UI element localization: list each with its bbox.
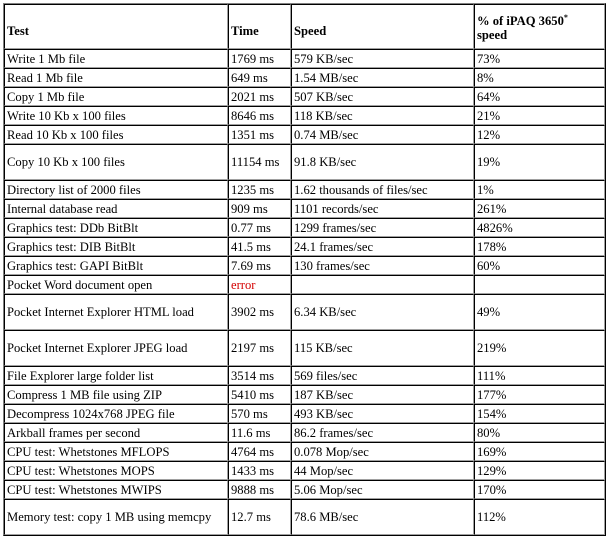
cell-speed: 1.62 thousands of files/sec bbox=[291, 180, 474, 199]
cell-test-name: Arkball frames per second bbox=[4, 423, 228, 442]
cell-speed: 86.2 frames/sec bbox=[291, 423, 474, 442]
table-row bbox=[4, 404, 605, 423]
cell-time: 570 ms bbox=[228, 404, 291, 423]
cell-percent: 178% bbox=[474, 237, 605, 256]
table-row bbox=[4, 180, 605, 199]
cell-time: 5410 ms bbox=[228, 385, 291, 404]
cell-time: 4764 ms bbox=[228, 442, 291, 461]
cell-test-name: Read 10 Kb x 100 files bbox=[4, 125, 228, 144]
header-test: Test bbox=[4, 4, 228, 49]
cell-speed: 569 files/sec bbox=[291, 366, 474, 385]
cell-time: 649 ms bbox=[228, 68, 291, 87]
cell-speed: 0.74 MB/sec bbox=[291, 125, 474, 144]
cell-time: 2197 ms bbox=[228, 330, 291, 366]
cell-speed: 493 KB/sec bbox=[291, 404, 474, 423]
cell-percent: 60% bbox=[474, 256, 605, 275]
table-row bbox=[4, 106, 605, 125]
cell-speed: 1101 records/sec bbox=[291, 199, 474, 218]
table-row bbox=[4, 87, 605, 106]
table-row bbox=[4, 385, 605, 404]
table-row bbox=[4, 330, 605, 366]
cell-time: 1433 ms bbox=[228, 461, 291, 480]
cell-test-name: Pocket Internet Explorer JPEG load bbox=[4, 330, 228, 366]
cell-percent: 73% bbox=[474, 49, 605, 68]
cell-speed: 1299 frames/sec bbox=[291, 218, 474, 237]
cell-time: 1769 ms bbox=[228, 49, 291, 68]
cell-test-name: Copy 10 Kb x 100 files bbox=[4, 144, 228, 180]
table-row bbox=[4, 68, 605, 87]
cell-test-name: CPU test: Whetstones MWIPS bbox=[4, 480, 228, 499]
cell-speed: 115 KB/sec bbox=[291, 330, 474, 366]
cell-speed: 579 KB/sec bbox=[291, 49, 474, 68]
cell-speed bbox=[291, 275, 474, 294]
cell-test-name: File Explorer large folder list bbox=[4, 366, 228, 385]
cell-speed: 6.34 KB/sec bbox=[291, 294, 474, 330]
table-row bbox=[4, 480, 605, 499]
cell-test-name: Internal database read bbox=[4, 199, 228, 218]
cell-test-name: CPU test: Whetstones MFLOPS bbox=[4, 442, 228, 461]
cell-percent: 170% bbox=[474, 480, 605, 499]
cell-percent: 8% bbox=[474, 68, 605, 87]
cell-test-name: Write 10 Kb x 100 files bbox=[4, 106, 228, 125]
cell-test-name: CPU test: Whetstones MOPS bbox=[4, 461, 228, 480]
header-percent-ipaq bbox=[474, 4, 605, 49]
cell-speed: 507 KB/sec bbox=[291, 87, 474, 106]
table-row bbox=[4, 49, 605, 68]
table-row bbox=[4, 294, 605, 330]
cell-test-name: Compress 1 MB file using ZIP bbox=[4, 385, 228, 404]
table-row bbox=[4, 461, 605, 480]
cell-percent bbox=[474, 275, 605, 294]
cell-time: 11154 ms bbox=[228, 144, 291, 180]
cell-time: 12.7 ms bbox=[228, 499, 291, 535]
cell-time: 3514 ms bbox=[228, 366, 291, 385]
header-time: Time bbox=[228, 4, 291, 49]
cell-test-name: Pocket Word document open bbox=[4, 275, 228, 294]
cell-time: error bbox=[228, 275, 291, 294]
cell-speed: 78.6 MB/sec bbox=[291, 499, 474, 535]
cell-test-name: Read 1 Mb file bbox=[4, 68, 228, 87]
cell-speed: 130 frames/sec bbox=[291, 256, 474, 275]
cell-speed: 44 Mop/sec bbox=[291, 461, 474, 480]
table-row bbox=[4, 499, 605, 535]
table-row bbox=[4, 144, 605, 180]
cell-test-name: Copy 1 Mb file bbox=[4, 87, 228, 106]
cell-percent: 1% bbox=[474, 180, 605, 199]
cell-percent: 12% bbox=[474, 125, 605, 144]
cell-percent: 129% bbox=[474, 461, 605, 480]
header-footnote-marker: * bbox=[563, 12, 568, 22]
cell-percent: 111% bbox=[474, 366, 605, 385]
cell-percent: 219% bbox=[474, 330, 605, 366]
cell-speed: 187 KB/sec bbox=[291, 385, 474, 404]
cell-test-name: Directory list of 2000 files bbox=[4, 180, 228, 199]
cell-test-name: Memory test: copy 1 MB using memcpy bbox=[4, 499, 228, 535]
table-row bbox=[4, 256, 605, 275]
cell-percent: 21% bbox=[474, 106, 605, 125]
cell-speed: 1.54 MB/sec bbox=[291, 68, 474, 87]
cell-time: 41.5 ms bbox=[228, 237, 291, 256]
cell-speed: 5.06 Mop/sec bbox=[291, 480, 474, 499]
cell-test-name: Graphics test: DIB BitBlt bbox=[4, 237, 228, 256]
cell-test-name: Graphics test: DDb BitBlt bbox=[4, 218, 228, 237]
cell-test-name: Pocket Internet Explorer HTML load bbox=[4, 294, 228, 330]
header-speed: Speed bbox=[291, 4, 474, 49]
cell-percent: 112% bbox=[474, 499, 605, 535]
table-row bbox=[4, 125, 605, 144]
cell-speed: 91.8 KB/sec bbox=[291, 144, 474, 180]
cell-percent: 169% bbox=[474, 442, 605, 461]
header-percent-label: % of iPAQ 3650 bbox=[477, 13, 564, 28]
cell-speed: 0.078 Mop/sec bbox=[291, 442, 474, 461]
cell-time: 8646 ms bbox=[228, 106, 291, 125]
cell-time: 7.69 ms bbox=[228, 256, 291, 275]
table-row bbox=[4, 442, 605, 461]
table-row bbox=[4, 237, 605, 256]
cell-percent: 261% bbox=[474, 199, 605, 218]
cell-time: 11.6 ms bbox=[228, 423, 291, 442]
cell-percent: 177% bbox=[474, 385, 605, 404]
cell-time: 0.77 ms bbox=[228, 218, 291, 237]
cell-speed: 24.1 frames/sec bbox=[291, 237, 474, 256]
table-body bbox=[4, 4, 605, 535]
table-row bbox=[4, 275, 605, 294]
header-percent-second-line: speed bbox=[477, 27, 508, 42]
cell-time: 909 ms bbox=[228, 199, 291, 218]
cell-percent: 4826% bbox=[474, 218, 605, 237]
cell-time: 3902 ms bbox=[228, 294, 291, 330]
cell-percent: 49% bbox=[474, 294, 605, 330]
table-row bbox=[4, 199, 605, 218]
cell-percent: 19% bbox=[474, 144, 605, 180]
cell-time: 2021 ms bbox=[228, 87, 291, 106]
table-row bbox=[4, 366, 605, 385]
table-header-row bbox=[4, 4, 605, 49]
cell-time: 9888 ms bbox=[228, 480, 291, 499]
benchmark-results-table bbox=[3, 3, 606, 536]
cell-test-name: Graphics test: GAPI BitBlt bbox=[4, 256, 228, 275]
cell-speed: 118 KB/sec bbox=[291, 106, 474, 125]
cell-test-name: Write 1 Mb file bbox=[4, 49, 228, 68]
cell-percent: 80% bbox=[474, 423, 605, 442]
cell-percent: 64% bbox=[474, 87, 605, 106]
cell-percent: 154% bbox=[474, 404, 605, 423]
cell-time: 1351 ms bbox=[228, 125, 291, 144]
cell-time: 1235 ms bbox=[228, 180, 291, 199]
table-row bbox=[4, 218, 605, 237]
table-row bbox=[4, 423, 605, 442]
cell-test-name: Decompress 1024x768 JPEG file bbox=[4, 404, 228, 423]
